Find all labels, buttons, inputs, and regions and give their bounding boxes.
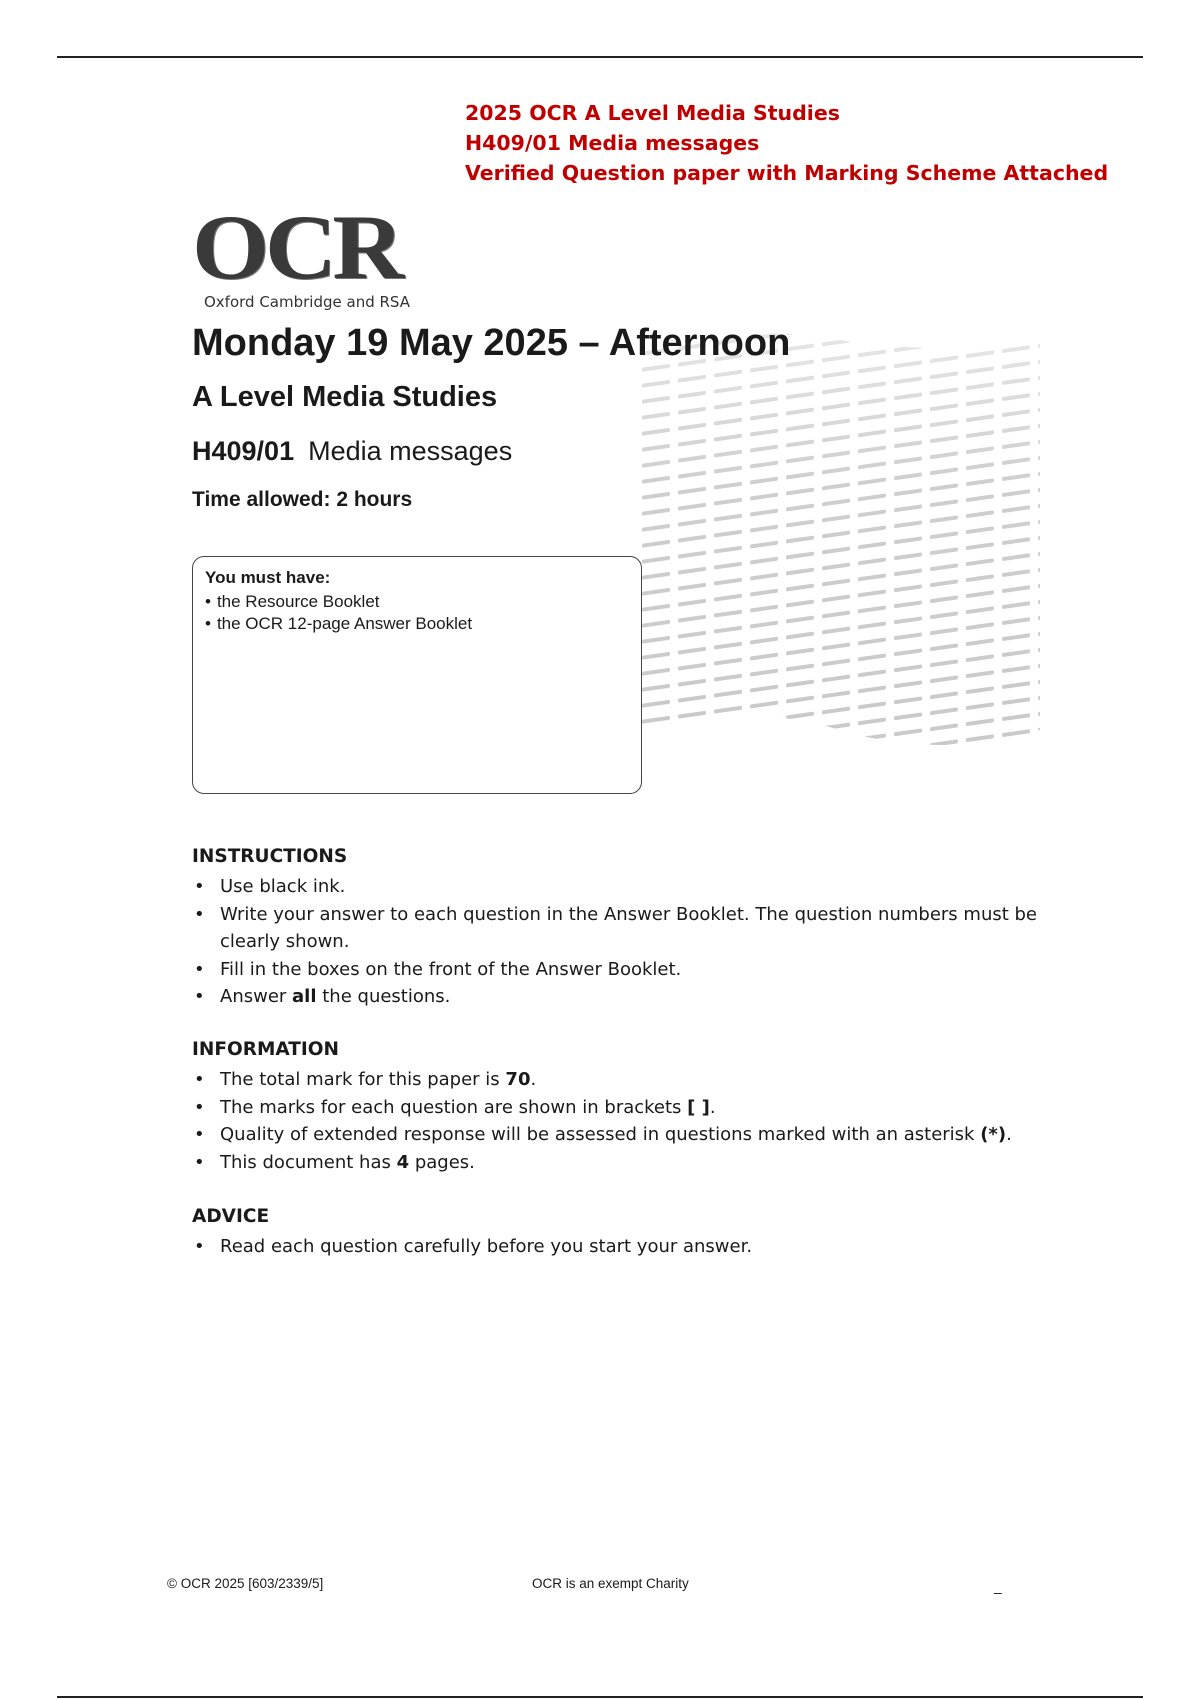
requirements-list (205, 591, 629, 635)
document-banner (465, 98, 1108, 188)
instruction-item: • Answer all the questions. (192, 983, 1060, 1011)
exam-date-title: Monday 19 May 2025 – Afternoon (192, 322, 791, 364)
instruction-item: • Use black ink. (192, 873, 1060, 901)
footer-charity: OCR is an exempt Charity (532, 1576, 689, 1591)
information-list (192, 1066, 1060, 1176)
requirement-item: • the Resource Booklet (205, 591, 629, 613)
instructions-section (192, 846, 1060, 1011)
banner-line-2: H409/01 Media messages (465, 131, 760, 155)
top-rule (57, 56, 1143, 58)
paper-name: Media messages (308, 436, 513, 466)
footer-dash: – (994, 1584, 1002, 1600)
information-section (192, 1039, 1060, 1176)
footer-copyright: © OCR 2025 [603/2339/5] (167, 1576, 324, 1591)
bottom-rule (57, 1696, 1143, 1698)
instruction-item: • Fill in the boxes on the front of the Answer Booklet. (192, 956, 1060, 984)
time-allowed: Time allowed: 2 hours (192, 488, 413, 511)
paper-title (192, 436, 512, 467)
information-item: • The total mark for this paper is 70. (192, 1066, 1060, 1094)
instructions-list (192, 873, 1060, 1011)
banner-line-1: 2025 OCR A Level Media Studies (465, 101, 840, 125)
qualification-title: A Level Media Studies (192, 381, 498, 413)
logo-subtitle: Oxford Cambridge and RSA (204, 293, 410, 311)
security-watermark-pattern (640, 330, 1040, 770)
advice-section (192, 1206, 1060, 1261)
banner-line-3: Verified Question paper with Marking Scheme Attached (465, 161, 1109, 185)
paper-code: H409/01 (192, 436, 295, 466)
information-heading: INFORMATION (192, 1039, 339, 1060)
requirement-item: • the OCR 12-page Answer Booklet (205, 613, 629, 635)
advice-item: • Read each question carefully before you start your answer. (192, 1233, 1060, 1261)
information-item: • This document has 4 pages. (192, 1149, 1060, 1177)
instructions-heading: INSTRUCTIONS (192, 846, 348, 867)
ocr-logo (192, 196, 410, 311)
logo-mark: OCR (192, 196, 400, 298)
information-item: • Quality of extended response will be assessed in questions marked with an asterisk (*). (192, 1121, 1060, 1149)
advice-heading: ADVICE (192, 1206, 270, 1227)
information-item: • The marks for each question are shown in brackets [ ]. (192, 1094, 1060, 1122)
requirements-box (192, 556, 642, 794)
instruction-item: • Write your answer to each question in the Answer Booklet. The question numbers must be clearly shown. (192, 901, 1060, 956)
requirements-title: You must have: (205, 568, 331, 587)
advice-list (192, 1233, 1060, 1261)
